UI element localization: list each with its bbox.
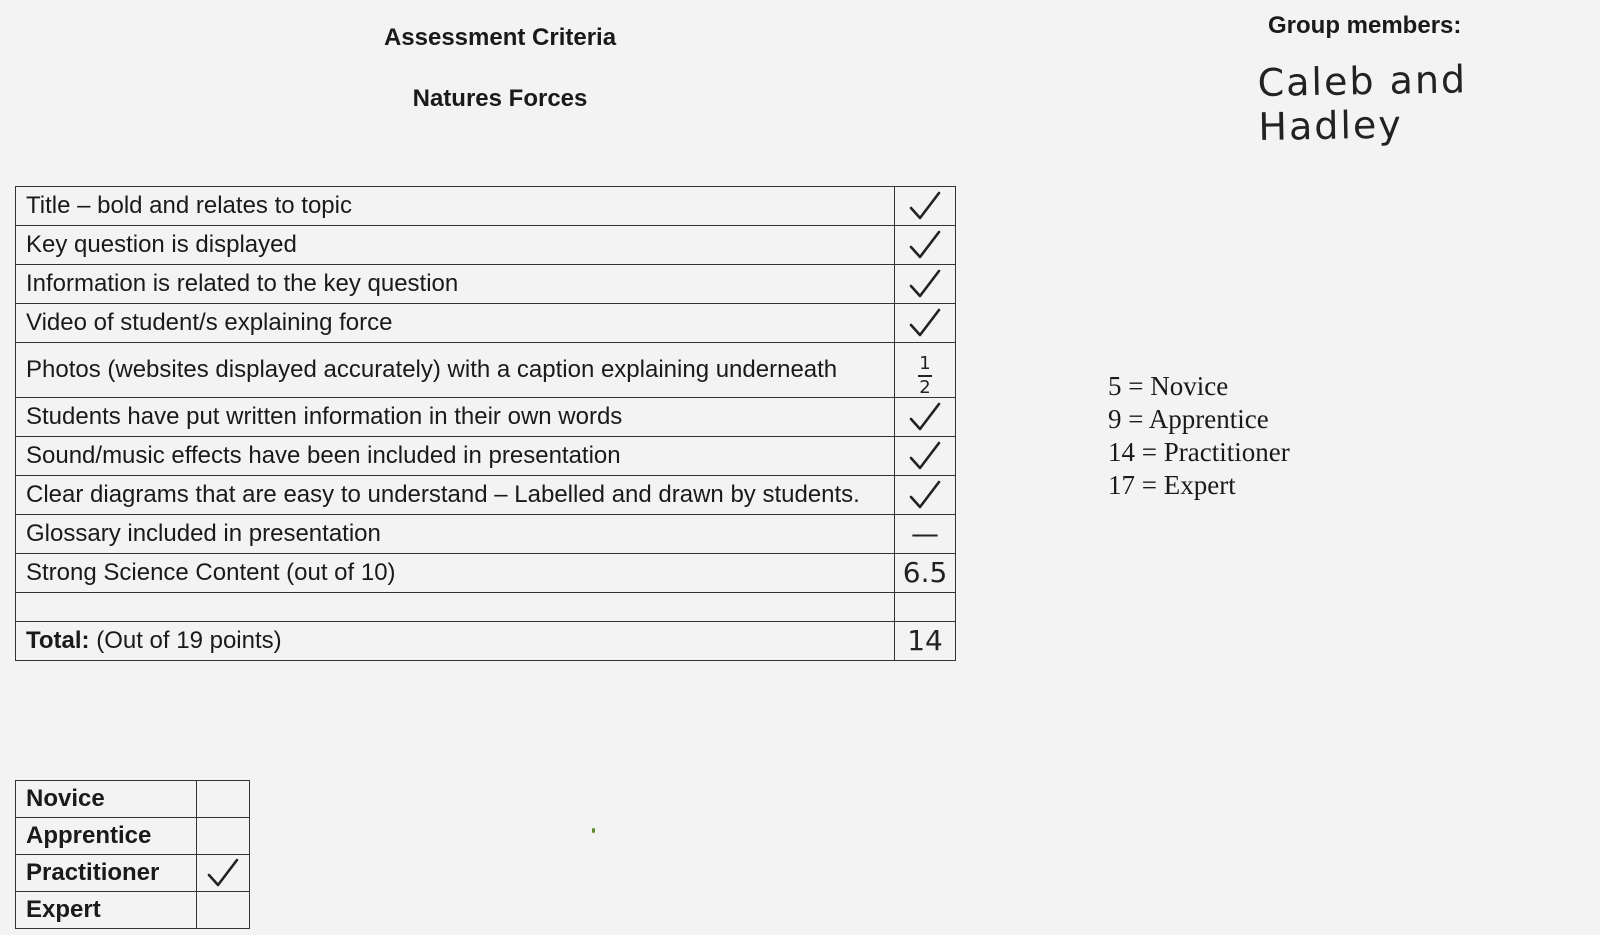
criteria-row (16, 265, 956, 304)
criterion-label: Information is related to the key question (16, 265, 895, 304)
criteria-row (16, 515, 956, 554)
criterion-mark (895, 515, 956, 554)
legend-item: 9 = Apprentice (1108, 404, 1269, 434)
page-subtitle: Natures Forces (412, 85, 588, 112)
level-row (16, 892, 250, 929)
level-mark (197, 892, 250, 929)
criterion-mark (895, 554, 956, 593)
level-mark (197, 818, 250, 855)
tick-icon (907, 307, 943, 339)
criteria-table (15, 186, 956, 661)
level-row (16, 818, 250, 855)
criteria-row (16, 304, 956, 343)
level-label: Apprentice (16, 818, 197, 855)
blank-cell (895, 593, 956, 622)
tick-icon (907, 401, 943, 433)
legend-item: 5 = Novice (1108, 371, 1229, 401)
level-label: Novice (16, 781, 197, 818)
total-label-bold: Total: (26, 627, 90, 654)
criteria-row (16, 554, 956, 593)
criterion-label: Photos (websites displayed accurately) with a caption explaining underneath (16, 343, 895, 398)
legend-item: 17 = Expert (1108, 470, 1236, 500)
criteria-row (16, 226, 956, 265)
dash-mark: — (911, 517, 940, 550)
frac-denominator: 2 (919, 377, 931, 398)
page-title: Assessment Criteria (383, 24, 617, 51)
group-members-label: Group members: (1268, 12, 1462, 39)
criterion-label: Title – bold and relates to topic (16, 187, 895, 226)
total-row (16, 622, 956, 661)
level-label: Practitioner (16, 855, 197, 892)
frac-numerator: 1 (919, 353, 931, 374)
group-members-names: Caleb and Hadley (1257, 57, 1468, 149)
tick-icon (907, 440, 943, 472)
level-mark (197, 781, 250, 818)
criterion-mark (895, 476, 956, 515)
criteria-row (16, 437, 956, 476)
tick-icon (907, 229, 943, 261)
tick-icon (907, 190, 943, 222)
legend-item: 14 = Practitioner (1108, 437, 1290, 467)
criteria-row (16, 187, 956, 226)
blank-row (16, 593, 956, 622)
level-label: Expert (16, 892, 197, 929)
criterion-label: Strong Science Content (out of 10) (16, 554, 895, 593)
total-label-rest: (Out of 19 points) (89, 627, 282, 654)
total-label (16, 622, 895, 661)
criterion-label: Sound/music effects have been included in presentation (16, 437, 895, 476)
criterion-mark (895, 265, 956, 304)
half-mark (918, 355, 932, 397)
criterion-mark (895, 343, 956, 398)
criterion-mark (895, 226, 956, 265)
criterion-label: Clear diagrams that are easy to understand – Labelled and drawn by students. (16, 476, 895, 515)
criterion-label: Students have put written information in their own words (16, 398, 895, 437)
score-value: 6.5 (902, 556, 948, 589)
criterion-mark (895, 398, 956, 437)
criterion-mark (895, 437, 956, 476)
score-legend (1108, 370, 1290, 502)
level-mark (197, 855, 250, 892)
criterion-label: Key question is displayed (16, 226, 895, 265)
tick-icon (907, 479, 943, 511)
criterion-mark (895, 187, 956, 226)
total-value: 14 (895, 622, 956, 661)
tick-icon (907, 268, 943, 300)
tick-icon (205, 857, 241, 889)
criteria-row (16, 398, 956, 437)
criteria-row (16, 476, 956, 515)
criterion-mark (895, 304, 956, 343)
level-row (16, 855, 250, 892)
criteria-row (16, 343, 956, 398)
blank-cell (16, 593, 895, 622)
level-row (16, 781, 250, 818)
criterion-label: Glossary included in presentation (16, 515, 895, 554)
level-table (15, 780, 250, 929)
criterion-label: Video of student/s explaining force (16, 304, 895, 343)
paper-speck (592, 828, 595, 833)
